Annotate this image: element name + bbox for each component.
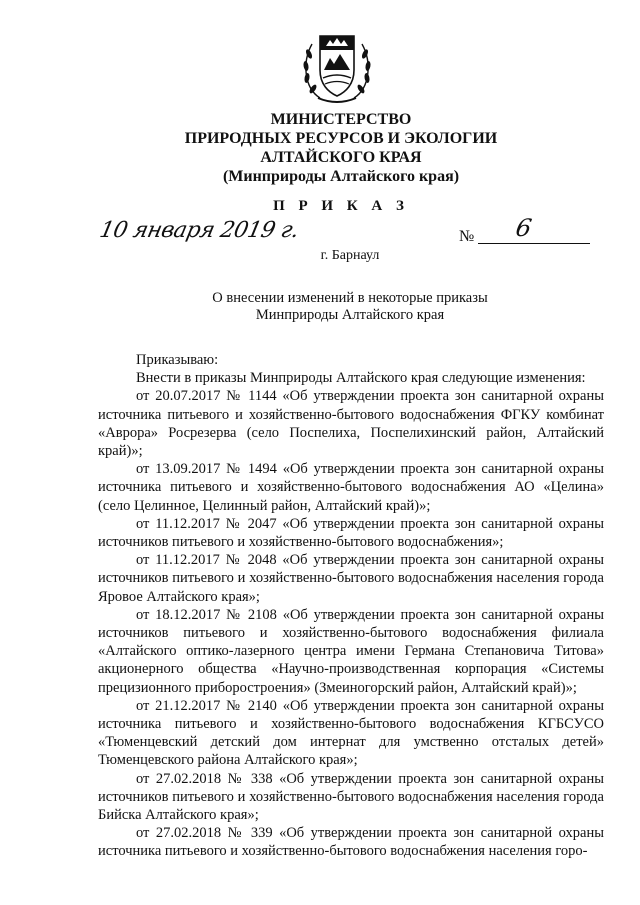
ministry-line-3: АЛТАЙСКОГО КРАЯ [260, 149, 422, 166]
order-title: П Р И К А З [273, 198, 409, 214]
subject-line-1: О внесении изменений в некоторые приказы [212, 290, 488, 306]
body-paragraph: от 20.07.2017 № 1144 «Об утверждении проекта зон санитарной охраны источника питьевого и хозяйственно-бытового водоснабжения ФГКУ комбинат «Аврора» Росрезерва (село Поспелиха, Поспелихинский район, Алтайский край)»; [98, 388, 604, 460]
body-paragraph: от 11.12.2017 № 2047 «Об утверждении проекта зон санитарной охраны источников питьевого и хозяйственно-бытового водоснабжения»; [98, 515, 604, 551]
order-date-handwritten: 10 января 2019 г. [97, 218, 301, 243]
body-paragraph: от 21.12.2017 № 2140 «Об утверждении проекта зон санитарной охраны источника питьевого и хозяйственно-бытового водоснабжения КГБСУСО «Тюменцевский детский дом интернат для умственно отсталых детей» Тюменцевского района Алтайского края»; [98, 697, 604, 769]
ministry-line-1: МИНИСТЕРСТВО [270, 111, 412, 128]
body-paragraph: Внести в приказы Минприроды Алтайского края следующие изменения: [136, 370, 586, 387]
body-paragraph: от 13.09.2017 № 1494 «Об утверждении проекта зон санитарной охраны источника питьевого и хозяйственно-бытового водоснабжения АО «Целина» (село Целинное, Целинный район, Алтайский край)»; [98, 461, 604, 514]
ministry-short-name: (Минприроды Алтайского края) [222, 168, 460, 185]
order-number-label: № [459, 228, 475, 245]
order-number-handwritten: 6 [513, 214, 534, 242]
body-paragraph: Приказываю: [136, 352, 219, 368]
order-city: г. Барнаул [320, 248, 380, 263]
body-paragraph: от 11.12.2017 № 2048 «Об утверждении проекта зон санитарной охраны источников питьевого и хозяйственно-бытового водоснабжения населения города Яровое Алтайского края»; [98, 552, 604, 605]
order-number-underline [478, 243, 590, 244]
order-body [98, 351, 604, 861]
ministry-line-2: ПРИРОДНЫХ РЕСУРСОВ И ЭКОЛОГИИ [184, 130, 498, 147]
body-paragraph: от 27.02.2018 № 338 «Об утверждении проекта зон санитарной охраны источников питьевого и хозяйственно-бытового водоснабжения населения города Бийска Алтайского края»; [98, 770, 604, 824]
ministry-header [120, 110, 562, 186]
body-paragraph: от 27.02.2018 № 339 «Об утверждении проекта зон санитарной охраны источника питьевого и хозяйственно-бытового водоснабжения населения горо- [98, 825, 604, 860]
altai-coat-of-arms-icon [296, 26, 378, 108]
order-subject [140, 290, 560, 324]
body-paragraph: от 18.12.2017 № 2108 «Об утверждении проекта зон санитарной охраны источников питьевого и хозяйственно-бытового водоснабжения филиала «Алтайского оптико-лазерного центра имени Германа Степановича Титова» акционерного общества «Научно-производственная корпорация «Системы прецизионного приборостроения» (Змеиногорский район, Алтайский край)»; [98, 606, 604, 696]
subject-line-2: Минприроды Алтайского края [255, 307, 445, 323]
